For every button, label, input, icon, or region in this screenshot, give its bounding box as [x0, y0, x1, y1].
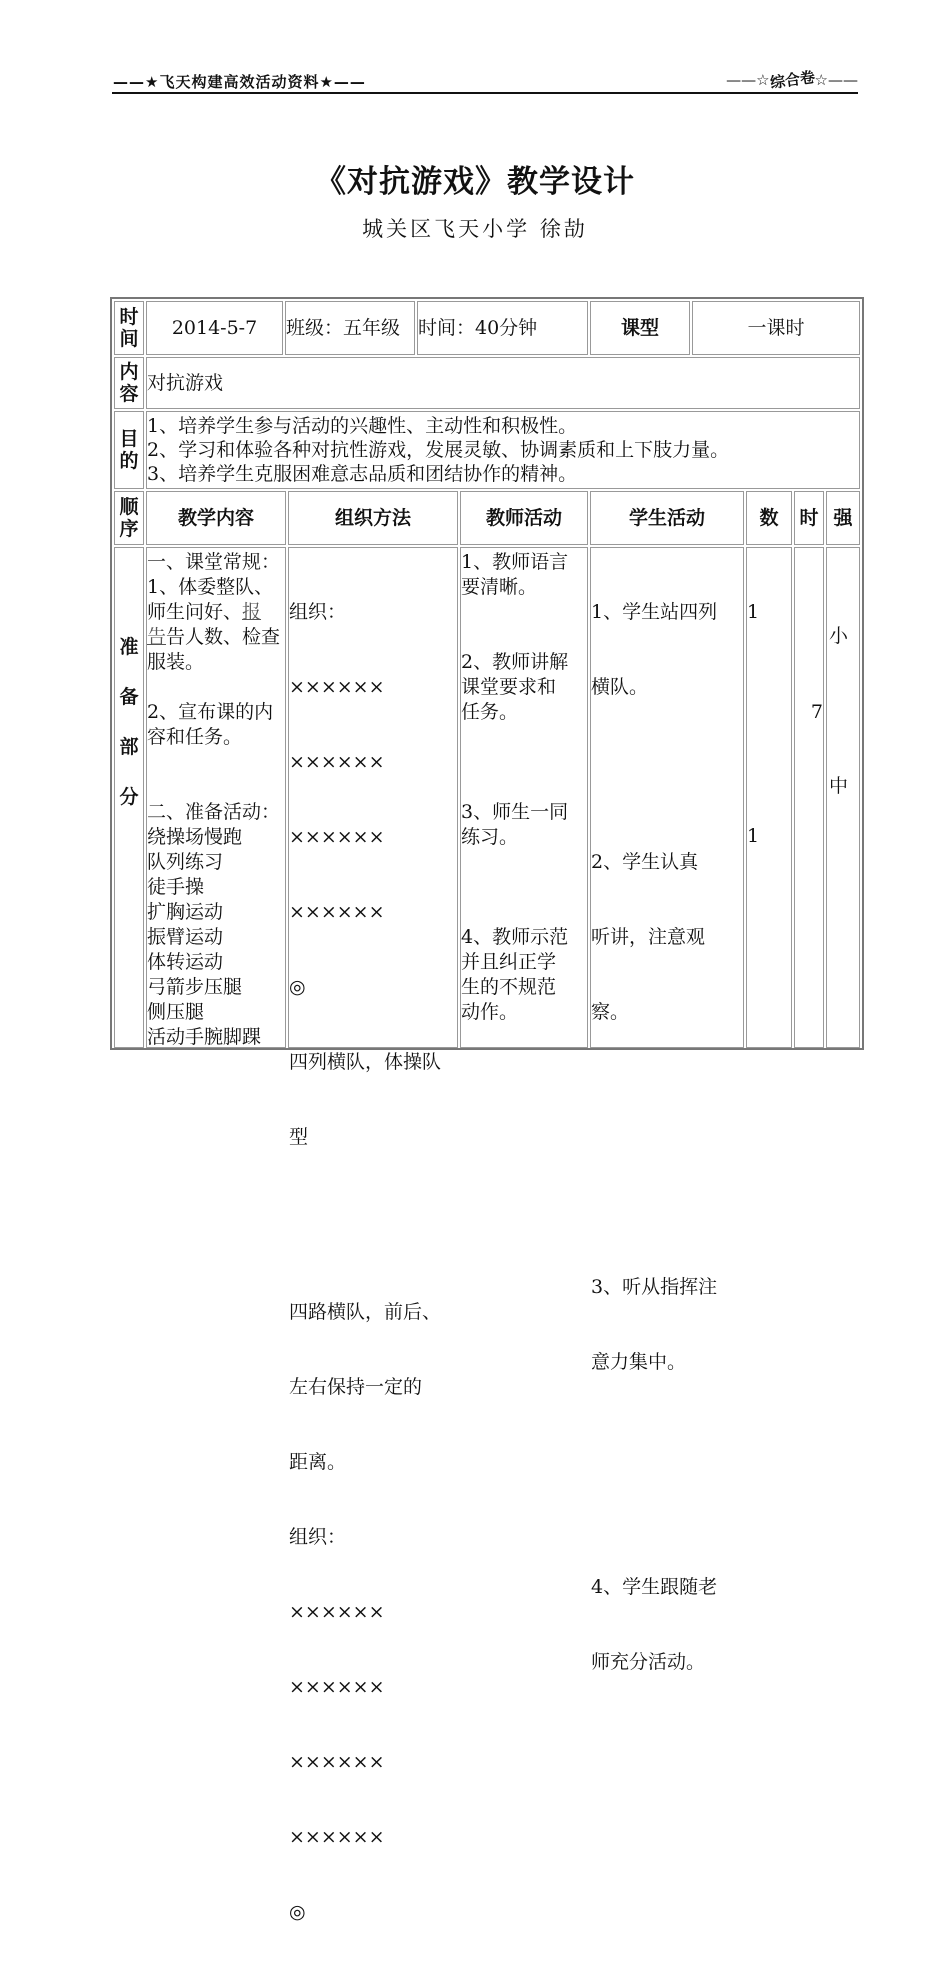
teacher-line: 3、师生一同: [461, 801, 569, 823]
teacher-line: [461, 725, 587, 750]
col-seq-header: [114, 491, 144, 545]
row-content-label-char: 容: [119, 383, 139, 405]
teacher-column-cell: [460, 547, 588, 1048]
student-line: 2、学生认真: [591, 851, 699, 873]
row-time-label: [114, 301, 144, 355]
teacher-line: [461, 775, 587, 800]
col-method-header: [288, 491, 458, 545]
header-stamp: 综合卷: [768, 67, 816, 93]
report-link-part: 告: [147, 626, 167, 648]
content-line: 一、课堂常规：: [147, 551, 281, 573]
content-line: [147, 750, 285, 775]
teacher-line: 练习。: [461, 826, 519, 848]
content-line: 侧压腿: [147, 1001, 205, 1023]
row-goal-label-char: 目: [119, 428, 139, 450]
intensity-column-cell: [826, 547, 860, 1048]
method-line: ◎: [289, 976, 306, 998]
content-line: [147, 675, 285, 700]
class-value: 班级：五年级: [286, 317, 401, 339]
header-right: [726, 67, 858, 93]
row-time-label-char: 间: [119, 328, 139, 350]
student-line: 察。: [591, 1001, 630, 1023]
date-cell: [146, 301, 283, 355]
goal-item: 1、培养学生参与活动的兴趣性、主动性和积极性。: [147, 415, 578, 437]
col-intensity-header: [826, 491, 860, 545]
intensity-value: 中: [829, 775, 849, 797]
col-time-header-text: 时: [799, 506, 819, 529]
section-name-char: 备: [119, 686, 139, 708]
teacher-line: 课堂要求和: [461, 676, 557, 698]
col-count-header-text: 数: [759, 506, 779, 529]
col-seq-header-char: 顺: [119, 496, 139, 518]
col-student-header-text: 学生活动: [628, 506, 705, 529]
row-time-label-char: 时: [119, 306, 139, 328]
content-value: 对抗游戏: [147, 372, 224, 394]
section-name-char: 分: [119, 786, 139, 808]
teacher-line: [461, 900, 587, 925]
content-column-cell: [146, 547, 286, 1048]
method-line: ××××××: [289, 901, 385, 923]
content-line: 1、体委整队、: [147, 576, 274, 598]
content-line: 扩胸运动: [147, 901, 224, 923]
time-column-cell: [794, 547, 824, 1048]
teacher-line: [461, 625, 587, 650]
report-link-part: 报: [242, 601, 262, 623]
intensity-value: 小: [829, 625, 849, 647]
method-line: 左右保持一定的: [289, 1376, 423, 1398]
student-line: 1、学生站四列: [591, 601, 718, 623]
content-line: 服装。: [147, 651, 205, 673]
teacher-line: 2、教师讲解: [461, 651, 569, 673]
col-content-header-text: 教学内容: [177, 506, 254, 529]
col-seq-header-char: 序: [119, 518, 139, 540]
lesson-type-value: 一课时: [747, 316, 805, 339]
count-value: 1: [747, 601, 760, 623]
content-line: [147, 600, 285, 625]
method-line: 组织：: [289, 1526, 347, 1548]
content-line: 二、准备活动：: [147, 801, 281, 823]
content-line: 弓箭步压腿: [147, 976, 243, 998]
method-line: 距离。: [289, 1451, 347, 1473]
count-value: 1: [747, 825, 760, 847]
content-line: [147, 625, 285, 650]
content-line-part: 告人数、检查: [166, 626, 281, 648]
col-intensity-header-text: 强: [833, 506, 853, 529]
class-cell: [285, 301, 415, 355]
col-method-header-text: 组织方法: [334, 506, 411, 529]
col-count-header: [746, 491, 792, 545]
method-column-cell: [288, 547, 458, 1923]
row-goal-label-char: 的: [119, 450, 139, 472]
duration-value: 时间：40分钟: [418, 317, 538, 339]
student-line: 横队。: [591, 676, 649, 698]
student-line: 意力集中。: [591, 1351, 687, 1373]
method-line: ◎: [289, 1901, 306, 1923]
teacher-line: 4、教师示范: [461, 926, 569, 948]
teacher-line: [461, 875, 587, 900]
goal-item: 3、培养学生克服困难意志品质和团结协作的精神。: [147, 463, 578, 485]
method-line: 四路横队，前后、: [289, 1301, 442, 1323]
content-line: 2、宣布课的内: [147, 701, 274, 723]
content-line: 体转运动: [147, 951, 224, 973]
content-line: 容和任务。: [147, 726, 243, 748]
method-line: 型: [289, 1126, 309, 1148]
teacher-line: 并且纠正学: [461, 951, 557, 973]
col-teacher-header-text: 教师活动: [485, 506, 562, 529]
header-right-suffix: ☆——: [814, 71, 858, 89]
content-line-part: 师生问好、: [147, 601, 243, 623]
student-line: 师充分活动。: [591, 1651, 706, 1673]
goal-item: 2、学习和体验各种对抗性游戏，发展灵敏、协调素质和上下肢力量。: [147, 439, 730, 461]
content-value-cell: [146, 357, 860, 409]
student-column-cell: [590, 547, 744, 1673]
method-line: ××××××: [289, 1601, 385, 1623]
teacher-line: [461, 600, 587, 625]
section-name-char: 部: [119, 736, 139, 758]
row-goal-label: [114, 411, 144, 489]
date-value: 2014-5-7: [171, 316, 258, 339]
content-line: 振臂运动: [147, 926, 224, 948]
method-line: ××××××: [289, 1676, 385, 1698]
section-name-cell: [114, 547, 144, 1048]
teacher-line: 动作。: [461, 1001, 519, 1023]
teacher-line: 要清晰。: [461, 576, 538, 598]
goals-cell: [146, 411, 860, 489]
col-content-header: [146, 491, 286, 545]
lesson-plan-table: [110, 297, 864, 1923]
row-content-label-char: 内: [119, 361, 139, 383]
content-line: [147, 775, 285, 800]
header-left-text: ——★飞天构建高效活动资料★——: [113, 73, 366, 91]
method-line: ××××××: [289, 1751, 385, 1773]
col-teacher-header: [460, 491, 588, 545]
col-time-header: [794, 491, 824, 545]
row-content-label: [114, 357, 144, 409]
content-line: 队列练习: [147, 851, 224, 873]
method-line: ××××××: [289, 1826, 385, 1848]
teacher-line: 生的不规范: [461, 976, 557, 998]
content-line: 徒手操: [147, 876, 205, 898]
duration-cell: [417, 301, 588, 355]
col-student-header: [590, 491, 744, 545]
student-line: 听讲，注意观: [591, 926, 706, 948]
student-line: 3、听从指挥注: [591, 1276, 718, 1298]
content-line: 绕操场慢跑: [147, 826, 243, 848]
student-line: 4、学生跟随老: [591, 1576, 718, 1598]
method-line: 四列横队，体操队: [289, 1051, 442, 1073]
lesson-type-label: 课型: [620, 316, 659, 339]
lesson-type-label-cell: [590, 301, 690, 355]
content-line: 活动手腕脚踝: [147, 1026, 262, 1048]
method-line: ××××××: [289, 751, 385, 773]
count-column-cell: [746, 547, 792, 1048]
method-line: 组织：: [289, 601, 347, 623]
teacher-line: [461, 850, 587, 875]
section-name-char: 准: [119, 636, 139, 658]
teacher-line: 1、教师语言: [461, 551, 569, 573]
header-rule: [112, 92, 858, 94]
method-line: ××××××: [289, 676, 385, 698]
header-right-prefix: ——☆: [726, 71, 770, 89]
teacher-line: 任务。: [461, 701, 519, 723]
teacher-line: [461, 750, 587, 775]
time-value: 7: [810, 701, 823, 723]
document-subtitle: 城关区飞天小学 徐劼: [362, 217, 588, 241]
lesson-type-value-cell: [692, 301, 860, 355]
method-line: ××××××: [289, 826, 385, 848]
document-title: 《对抗游戏》教学设计: [315, 164, 635, 200]
